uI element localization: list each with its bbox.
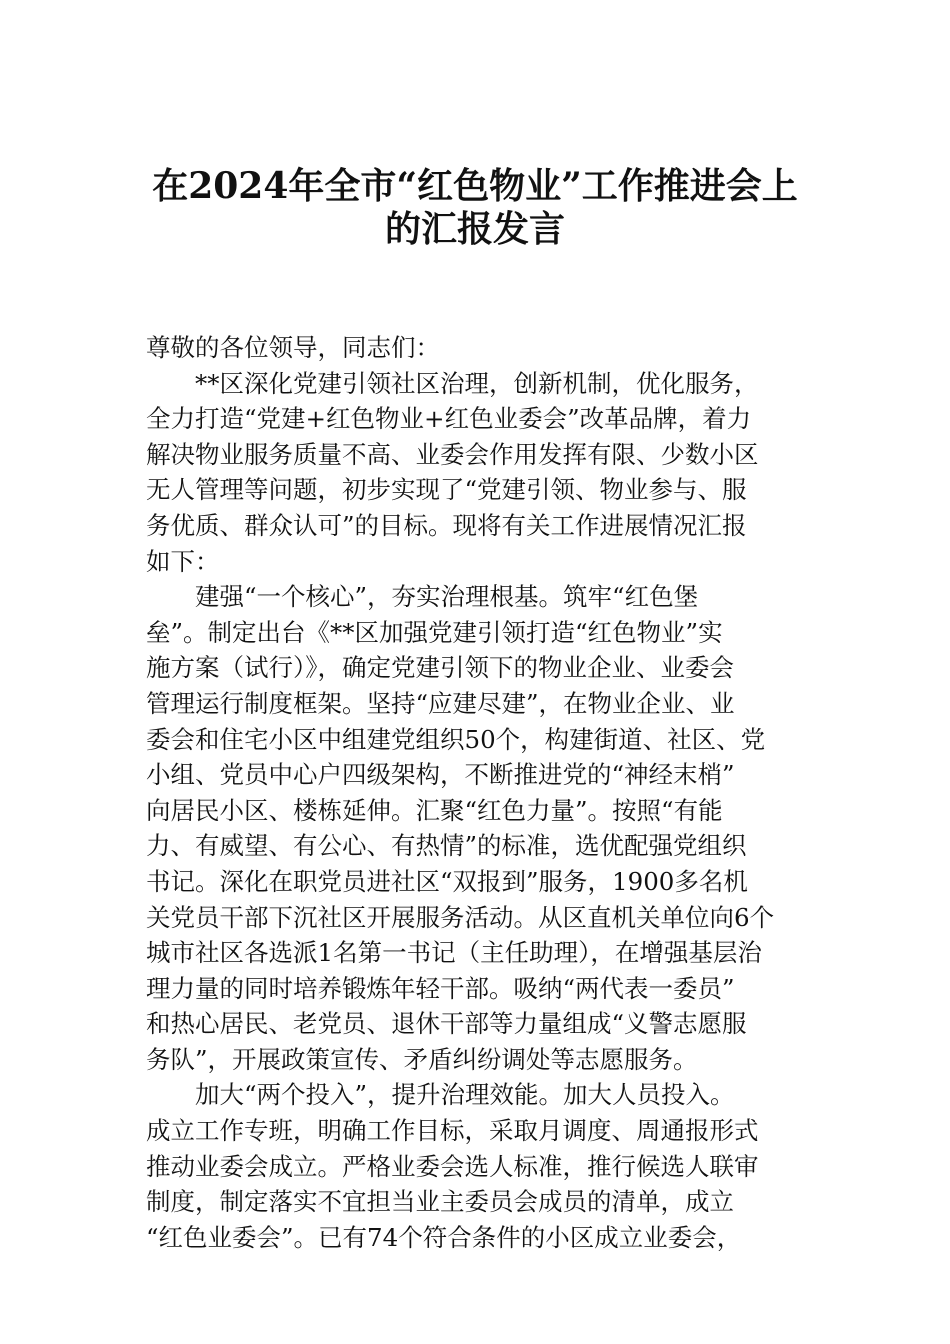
document-title-line-1: 在2024年全市“红色物业”工作推进会上	[152, 165, 798, 207]
body-text-line: “红色业委会”。已有74个符合条件的小区成立业委会，	[146, 1222, 742, 1252]
body-text-line: 务优质、群众认可”的目标。现将有关工作进展情况汇报	[146, 510, 747, 540]
body-text-line: 和热心居民、老党员、退休干部等力量组成“义警志愿服	[146, 1009, 747, 1039]
body-text-line: 力、有威望、有公心、有热情”的标准，选优配强党组织	[146, 831, 747, 861]
body-text-line: 城市社区各选派1名第一书记（主任助理），在增强基层治	[146, 938, 762, 968]
body-text-line: 管理运行制度框架。坚持“应建尽建”，在物业企业、业	[146, 688, 735, 718]
body-text-line: 委会和住宅小区中组建党组织50个，构建街道、社区、党	[146, 724, 766, 754]
body-text-line: 理力量的同时培养锻炼年轻干部。吸纳“两代表一委员”	[146, 973, 735, 1003]
body-text-line: 向居民小区、楼栋延伸。汇聚“红色力量”。按照“有能	[146, 795, 723, 825]
body-text-line: 建强“一个核心”，夯实治理根基。筑牢“红色堡	[195, 582, 699, 612]
body-text-line: 无人管理等问题，初步实现了“党建引领、物业参与、服	[146, 475, 747, 505]
body-text-line: 尊敬的各位领导，同志们：	[146, 333, 440, 362]
document-body	[146, 330, 806, 1255]
body-text-line: 推动业委会成立。严格业委会选人标准，推行候选人联审	[146, 1151, 759, 1181]
body-text-line: 小组、党员中心户四级架构，不断推进党的“神经末梢”	[146, 760, 735, 790]
body-text-line: 关党员干部下沉社区开展服务活动。从区直机关单位向6个	[146, 902, 775, 932]
body-text-line: **区深化党建引领社区治理，创新机制，优化服务，	[195, 368, 759, 398]
body-text-line: 如下：	[146, 546, 220, 576]
body-text-line: 解决物业服务质量不高、业委会作用发挥有限、少数小区	[146, 439, 759, 469]
body-text-line: 务队”，开展政策宣传、矛盾纠纷调处等志愿服务。	[146, 1044, 698, 1074]
body-text-line: 施方案（试行）》，确定党建引领下的物业企业、业委会	[146, 653, 734, 683]
document-title-line-2: 的汇报发言	[384, 208, 565, 250]
body-text-line: 制度，制定落实不宜担当业主委员会成员的清单，成立	[146, 1187, 734, 1217]
body-text-line: 垒”。制定出台《**区加强党建引领打造“红色物业”实	[146, 617, 723, 647]
body-text-line: 加大“两个投入”，提升治理效能。加大人员投入。	[195, 1080, 735, 1110]
body-text-line: 成立工作专班，明确工作目标，采取月调度、周通报形式	[146, 1116, 759, 1146]
body-text-line: 书记。深化在职党员进社区“双报到”服务，1900多名机	[146, 866, 748, 896]
body-text-line: 全力打造“党建+红色物业+红色业委会”改革品牌，着力	[146, 404, 752, 434]
